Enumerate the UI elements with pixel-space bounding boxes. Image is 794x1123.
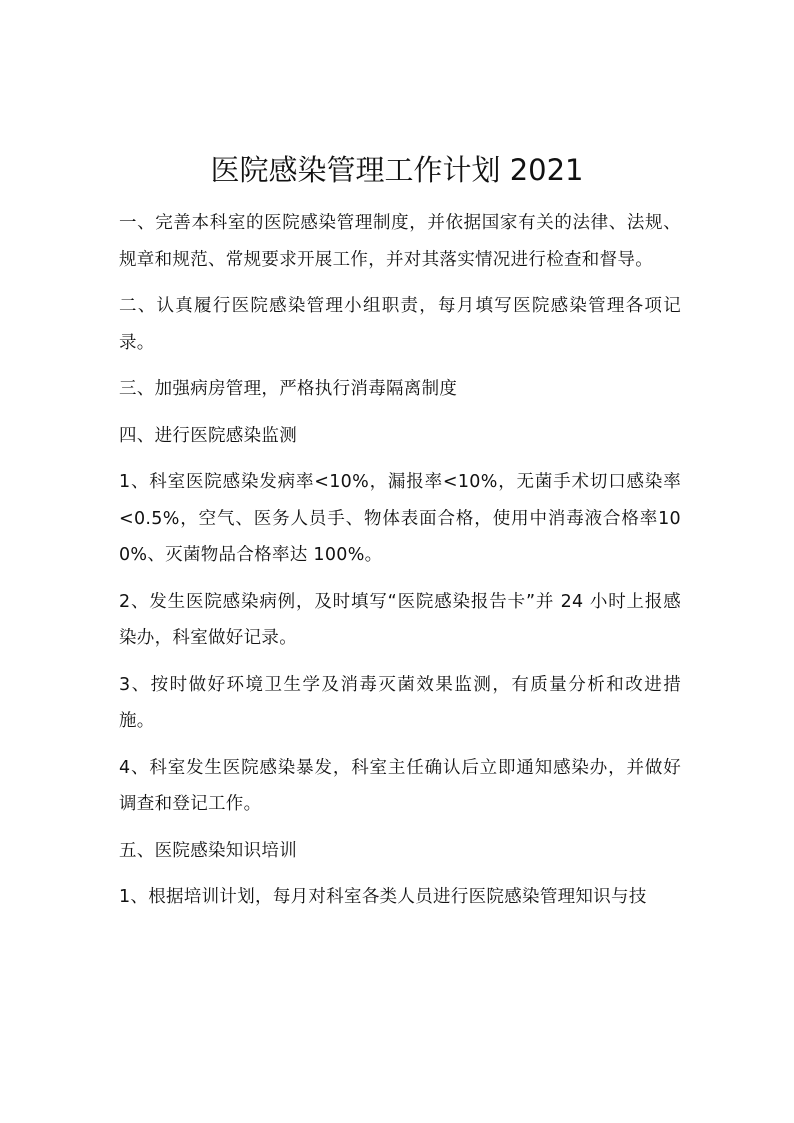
paragraph-10: 1、根据培训计划，每月对科室各类人员进行医院感染管理知识与技 bbox=[119, 887, 647, 907]
paragraph-7: 3、按时做好环境卫生学及消毒灭菌效果监测，有质量分析和改进措施。 bbox=[119, 674, 681, 731]
paragraph-3: 三、加强病房管理，严格执行消毒隔离制度 bbox=[119, 379, 458, 399]
paragraph-6: 2、发生医院感染病例，及时填写“医院感染报告卡”并 24 小时上报感染办，科室做好记录。 bbox=[119, 591, 681, 648]
paragraph-4: 四、进行医院感染监测 bbox=[119, 425, 297, 446]
document-body bbox=[119, 205, 681, 926]
paragraph-2: 二、认真履行医院感染管理小组职责，每月填写医院感染管理各项记录。 bbox=[119, 296, 681, 353]
paragraph-1: 一、完善本科室的医院感染管理制度，并依据国家有关的法律、法规、规章和规范、常规要求开展工作，并对其落实情况进行检查和督导。 bbox=[119, 213, 681, 270]
document-title: 医院感染管理工作计划 2021 bbox=[210, 153, 584, 187]
paragraph-9: 五、医院感染知识培训 bbox=[119, 840, 297, 861]
paragraph-8: 4、科室发生医院感染暴发，科室主任确认后立即通知感染办，并做好调查和登记工作。 bbox=[119, 757, 681, 814]
paragraph-5: 1、科室医院感染发病率<10%，漏报率<10%，无菌手术切口感染率<0.5%，空气、医务人员手、物体表面合格，使用中消毒液合格率100%、灭菌物品合格率达 100%。 bbox=[119, 472, 681, 565]
